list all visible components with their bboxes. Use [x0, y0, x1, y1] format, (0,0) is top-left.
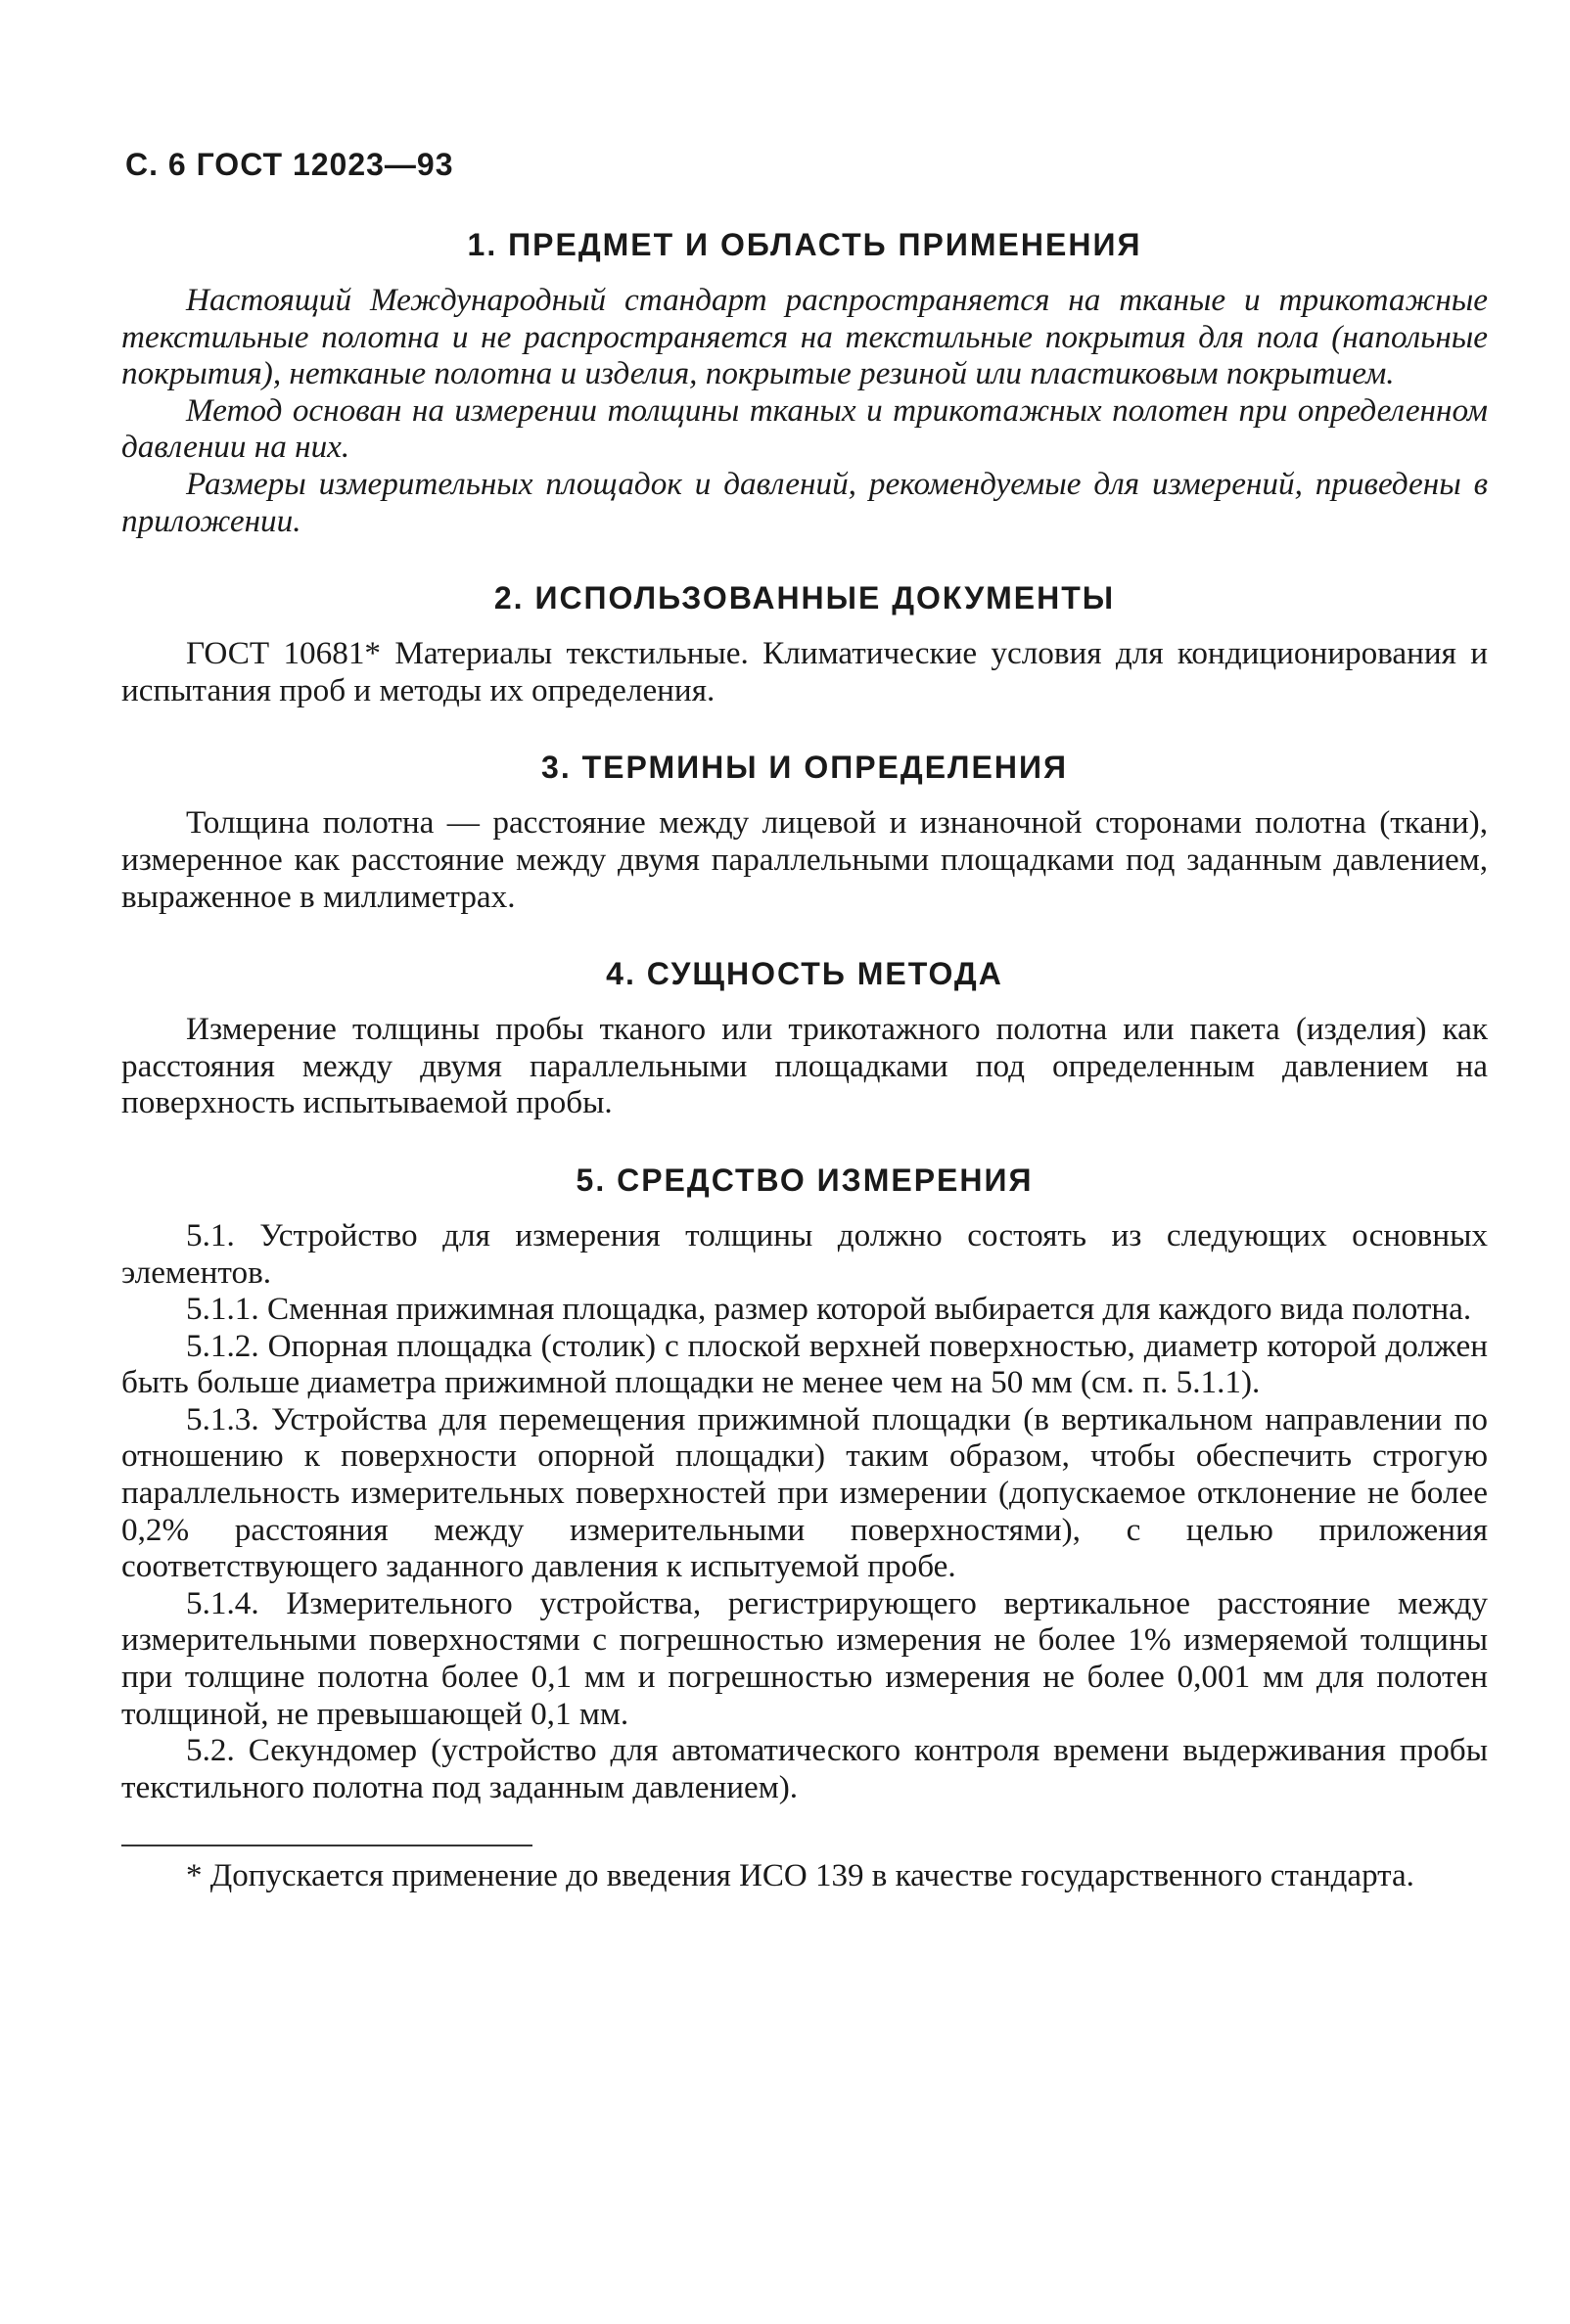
- section-terms: [121, 748, 1488, 915]
- clause-5-1-4: 5.1.4. Измерительного устройства, регистрирующего вертикальное расстояние между измерительными поверхностями с погрешностью измерения не более 1% измеряемой толщины при толщине полотна более 0,1 мм и погрешностью измерения не более 0,001 мм для полотен толщиной, не превышающей 0,1 мм.: [121, 1584, 1488, 1732]
- section-heading: 2. ИСПОЛЬЗОВАННЫЕ ДОКУМЕНТЫ: [493, 580, 1116, 616]
- paragraph: Измерение толщины пробы тканого или трикотажного полотна или пакета (изделия) как расстояния между двумя параллельными площадками под определенным давлением на поверхность испытываемой пробы.: [121, 1011, 1488, 1121]
- section-heading: 1. ПРЕДМЕТ И ОБЛАСТЬ ПРИМЕНЕНИЯ: [467, 227, 1142, 262]
- document-body: [121, 225, 1488, 1895]
- paragraph: ГОСТ 10681* Материалы текстильные. Климатические условия для кондиционирования и испытания проб и методы их определения.: [121, 635, 1488, 708]
- section-scope: [121, 225, 1488, 539]
- clause-5-1-1: 5.1.1. Сменная прижимная площадка, размер которой выбирается для каждого вида полотна.: [186, 1291, 1472, 1328]
- paragraph: Размеры измерительных площадок и давлений, рекомендуемые для измерений, приведены в приложении.: [121, 465, 1488, 539]
- paragraph: Настоящий Международный стандарт распространяется на тканые и трикотажные текстильные полотна и не распространяется на текстильные покрытия для пола (напольные покрытия), нетканые полотна и изделия, покрытые резиной или пластиковым покрытием.: [121, 282, 1488, 392]
- footnote-divider: [121, 1845, 532, 1846]
- footnote: * Допускается применение до введения ИСО 139 в качестве государственного стандарта.: [186, 1858, 1414, 1894]
- paragraph: Метод основан на измерении толщины тканых и трикотажных полотен при определенном давлении на них.: [121, 391, 1488, 466]
- section-heading: 5. СРЕДСТВО ИЗМЕРЕНИЯ: [576, 1162, 1034, 1198]
- section-equipment: [121, 1161, 1488, 1806]
- section-method: [121, 954, 1488, 1121]
- section-heading: 3. ТЕРМИНЫ И ОПРЕДЕЛЕНИЯ: [541, 750, 1068, 786]
- section-references: [121, 578, 1488, 708]
- section-heading: 4. СУЩНОСТЬ МЕТОДА: [606, 956, 1003, 992]
- running-head: С. 6 ГОСТ 12023—93: [125, 147, 454, 182]
- clause-5-1-3: 5.1.3. Устройства для перемещения прижимной площадки (в вертикальном направлении по отношению к поверхности опорной площадки) таким образом, чтобы обеспечить строгую параллельность измерительных поверхностей при измерении (допускаемое отклонение не более 0,2% расстояния между измерительными поверхностями), с целью приложения соответствующего заданного давления к испытуемой пробе.: [121, 1400, 1488, 1585]
- clause-5-1-2: 5.1.2. Опорная площадка (столик) с плоской верхней поверхностью, диаметр которой должен быть больше диаметра прижимной площадки не менее чем на 50 мм (см. п. 5.1.1).: [121, 1327, 1488, 1401]
- clause-5-1: 5.1. Устройство для измерения толщины должно состоять из следующих основных элементов.: [121, 1216, 1488, 1291]
- paragraph: Толщина полотна — расстояние между лицевой и изнаночной сторонами полотна (ткани), измеренное как расстояние между двумя параллельными площадками под заданным давлением, выраженное в миллиметрах.: [121, 804, 1488, 915]
- clause-5-2: 5.2. Секундомер (устройство для автоматического контроля времени выдерживания пробы текстильного полотна под заданным давлением).: [121, 1732, 1488, 1805]
